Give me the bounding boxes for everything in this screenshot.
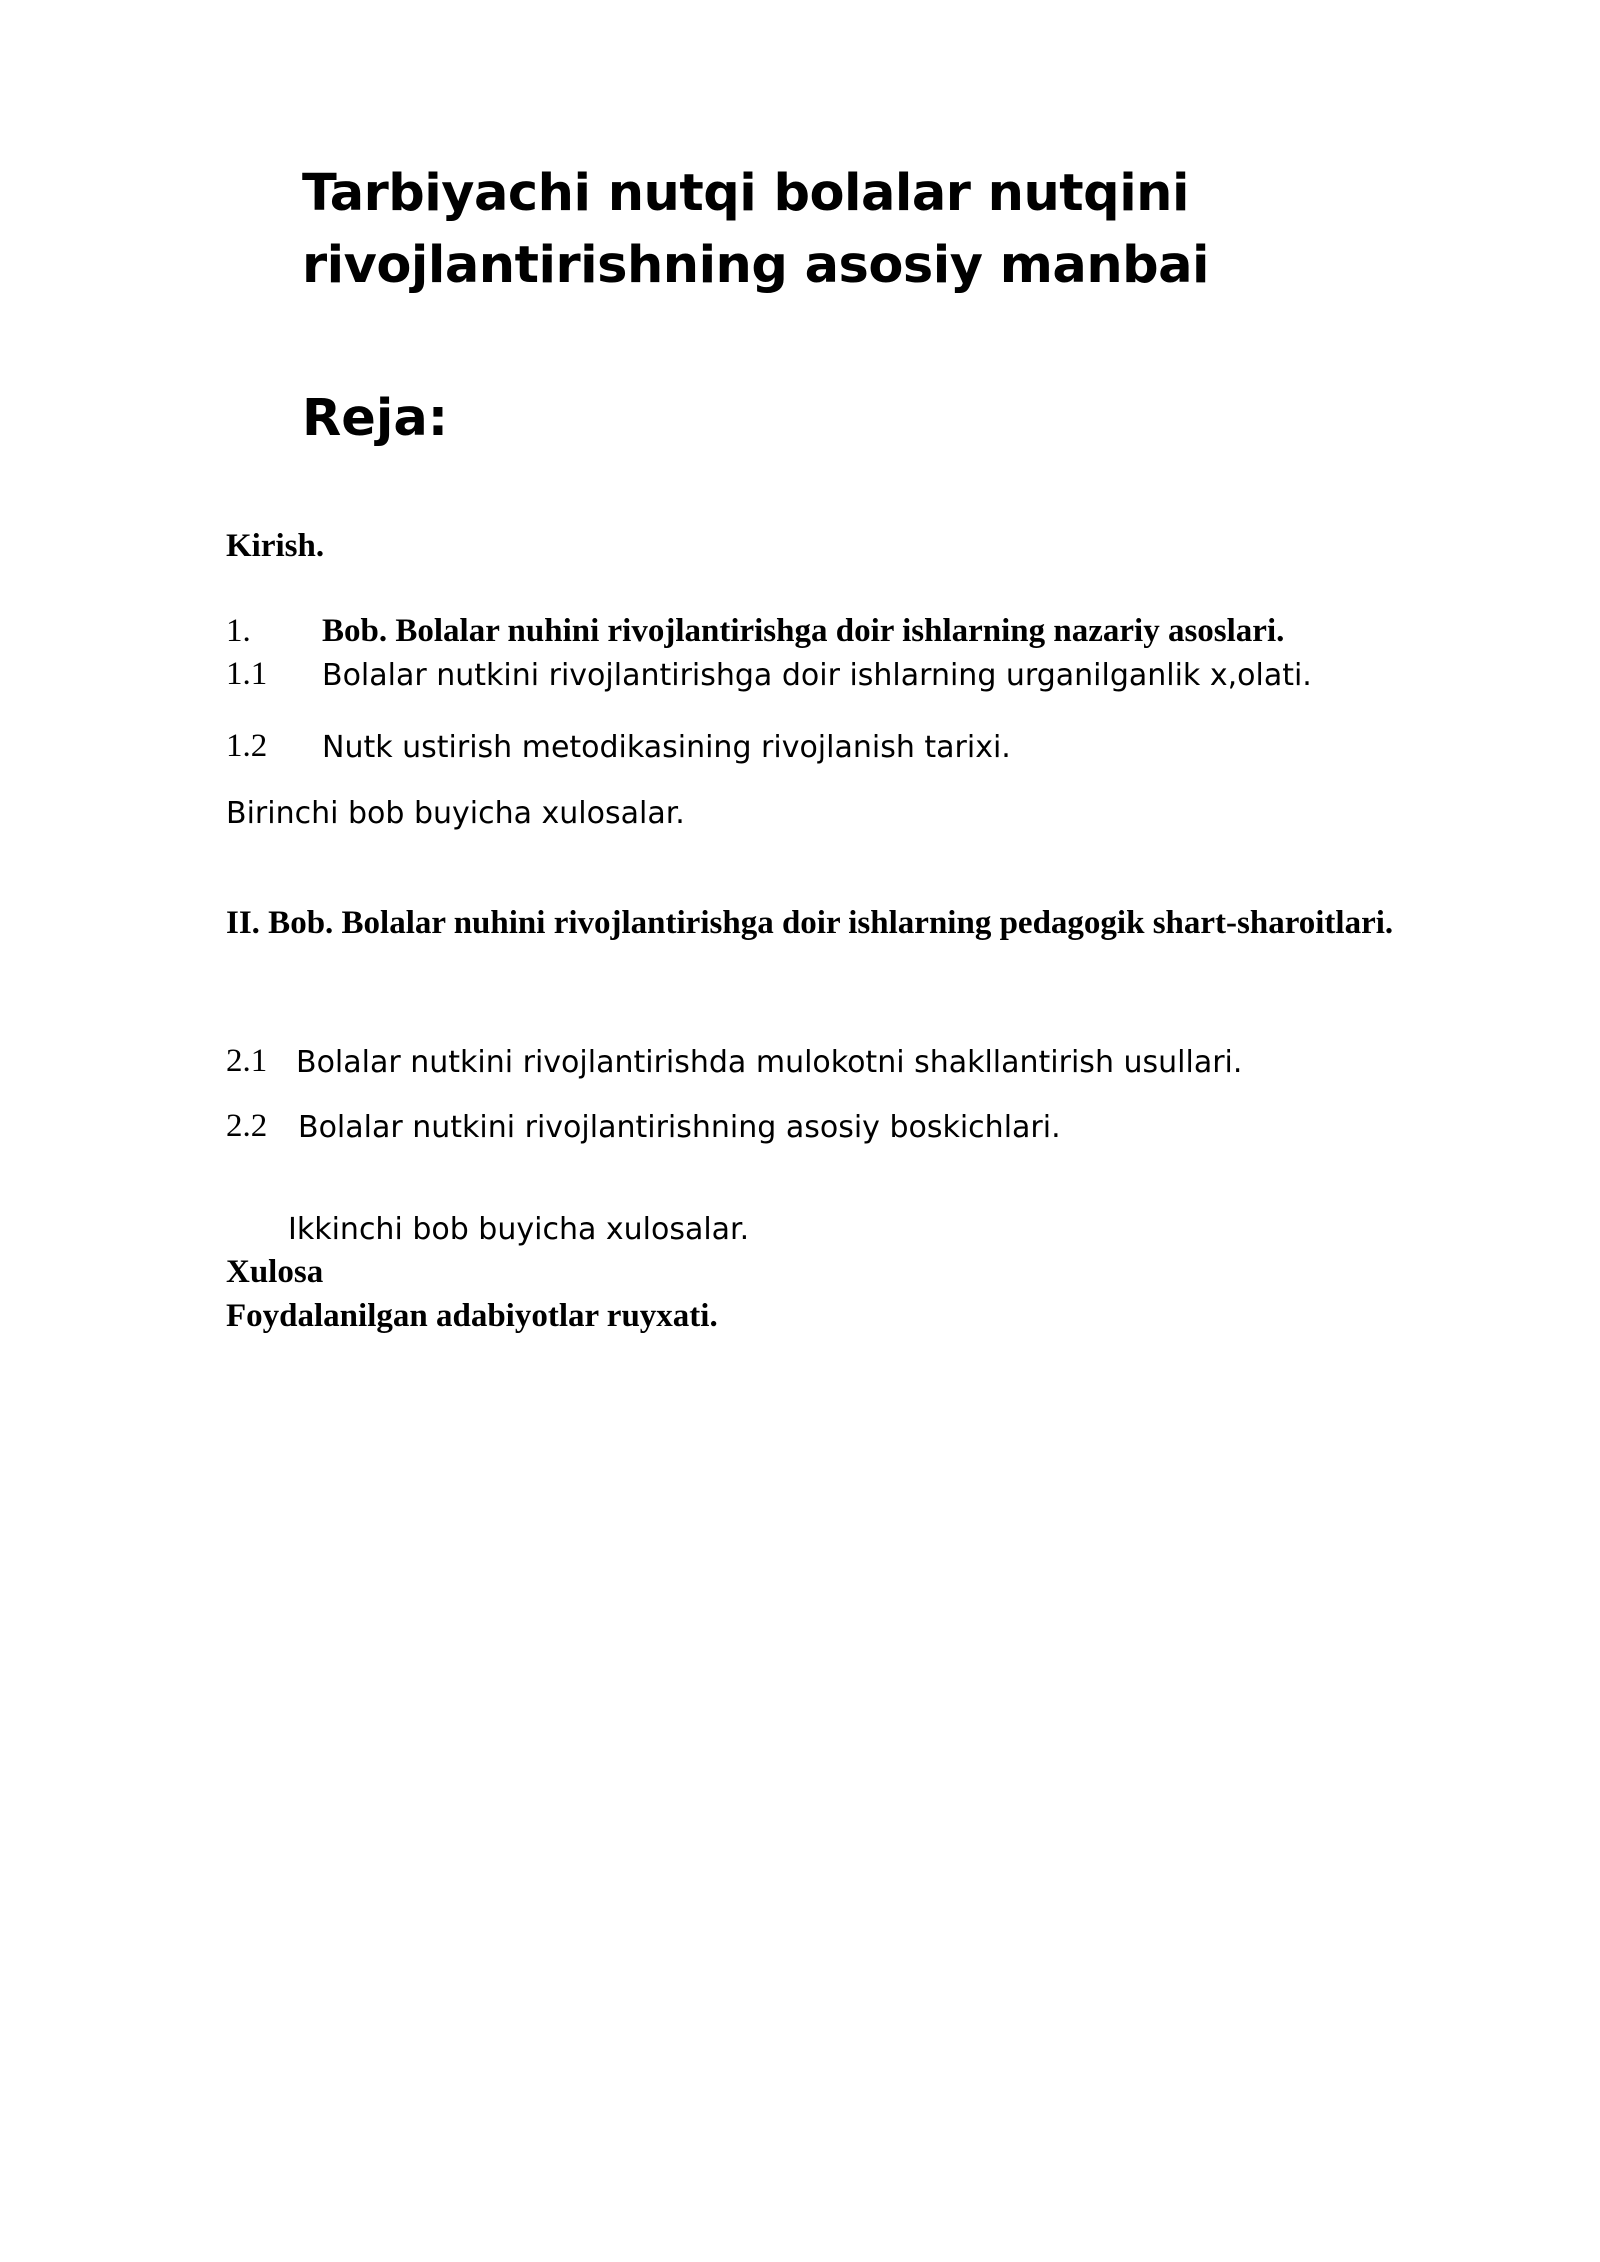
conclusion-item: Xulosa (226, 1254, 324, 1290)
section-title: Bolalar nutkini rivojlantirishning asosiy boskichlari. (298, 1110, 1061, 1145)
intro-item: Kirish. (226, 528, 325, 564)
section-number: 2.1 (226, 1043, 268, 1079)
title-line-1: Tarbiyachi nutqi bolalar nutqini (302, 164, 1189, 223)
references-item: Foydalanilgan adabiyotlar ruyxati. (226, 1298, 718, 1334)
section-title: Bolalar nutkini rivojlantirishda mulokotni shakllantirish usullari. (296, 1045, 1243, 1080)
chapter-2-title: II. Bob. Bolalar nuhini rivojlantirishga doir ishlarning pedagogik shart-sharoitlari. (226, 905, 1394, 941)
chapter-1-conclusion: Birinchi bob buyicha xulosalar. (226, 796, 685, 831)
title-line-2: rivojlantirishning asosiy manbai (302, 236, 1210, 295)
chapter-1-title: Bob. Bolalar nuhini rivojlantirishga doir ishlarning nazariy asoslari. (322, 613, 1285, 649)
plan-heading: Reja: (302, 389, 449, 448)
section-number: 1.2 (226, 728, 268, 764)
chapter-1-number: 1. (226, 613, 251, 649)
document-title (302, 158, 1209, 302)
section-number: 1.1 (226, 656, 268, 692)
section-title: Nutk ustirish metodikasining rivojlanish tarixi. (322, 730, 1011, 765)
chapter-2-conclusion: Ikkinchi bob buyicha xulosalar. (288, 1212, 750, 1247)
section-title: Bolalar nutkini rivojlantirishga doir ishlarning urganilganlik x,olati. (322, 658, 1312, 693)
section-number: 2.2 (226, 1108, 268, 1144)
